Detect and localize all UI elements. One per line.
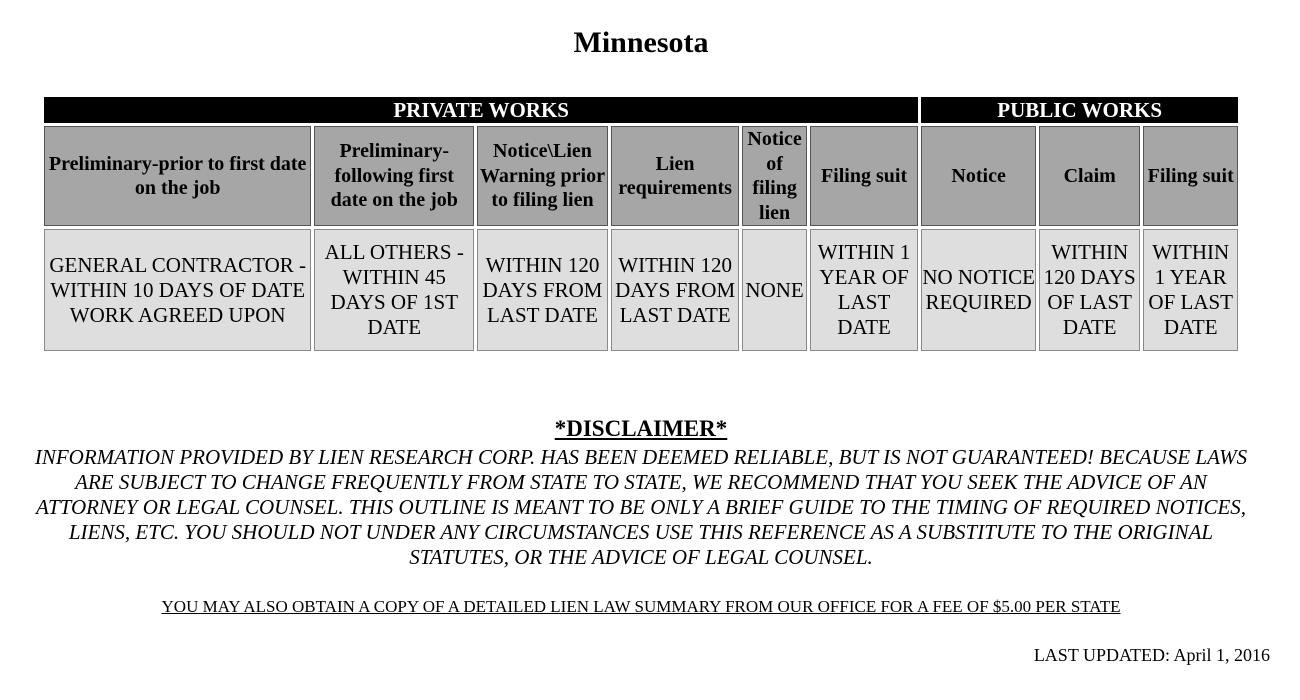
section-header-row [44,97,1238,123]
column-header: Lien requirements [611,126,740,226]
private-works-header: PRIVATE WORKS [44,97,918,123]
table-cell: WITHIN 120 DAYS OF LAST DATE [1039,229,1141,351]
column-header: Notice\Lien Warning prior to filing lien [477,126,608,226]
column-header: Preliminary-prior to first date on the job [44,126,311,226]
column-header: Notice [921,126,1036,226]
table-cell: WITHIN 120 DAYS FROM LAST DATE [477,229,608,351]
column-header: Filing suit [1143,126,1238,226]
column-header: Claim [1039,126,1141,226]
table-cell: WITHIN 1 YEAR OF LAST DATE [1143,229,1238,351]
lien-law-table [41,94,1241,354]
column-header-row [44,126,1238,226]
column-header: Notice of filing lien [742,126,806,226]
last-updated: LAST UPDATED: April 1, 2016 [1033,645,1270,665]
table-cell: GENERAL CONTRACTOR - WITHIN 10 DAYS OF DATE WORK AGREED UPON [44,229,311,351]
table-row [44,229,1238,351]
table-cell: NO NOTICE REQUIRED [921,229,1036,351]
table-cell: WITHIN 120 DAYS FROM LAST DATE [611,229,740,351]
table-cell: NONE [742,229,806,351]
disclaimer-title: *DISCLAIMER* [554,416,728,441]
table-cell: WITHIN 1 YEAR OF LAST DATE [810,229,919,351]
fee-note: YOU MAY ALSO OBTAIN A COPY OF A DETAILED LIEN LAW SUMMARY FROM OUR OFFICE FOR A FEE OF $5.00 PER STATE [161,597,1121,616]
table-cell: ALL OTHERS - WITHIN 45 DAYS OF 1ST DATE [314,229,474,351]
disclaimer-text: INFORMATION PROVIDED BY LIEN RESEARCH CORP. HAS BEEN DEEMED RELIABLE, BUT IS NOT GUARANTEED! BECAUSE LAWS ARE SUBJECT TO CHANGE FREQUENTLY FROM STATE TO STATE, WE RECOMMEND THAT YOU SEEK THE ADVICE OF AN ATTORNEY OR LEGAL COUNSEL. THIS OUTLINE IS MEANT TO BE ONLY A BRIEF GUIDE TO THE TIMING OF REQUIRED NOTICES, LIENS, ETC. YOU SHOULD NOT UNDER ANY CIRCUMSTANCES USE THIS REFERENCE AS A SUBSTITUTE TO THE ORIGINAL STATUTES, OR THE ADVICE OF LEGAL COUNSEL. [34,445,1248,569]
column-header: Preliminary-following first date on the job [314,126,474,226]
column-header: Filing suit [810,126,919,226]
public-works-header: PUBLIC WORKS [921,97,1238,123]
page-title: Minnesota [573,26,709,59]
